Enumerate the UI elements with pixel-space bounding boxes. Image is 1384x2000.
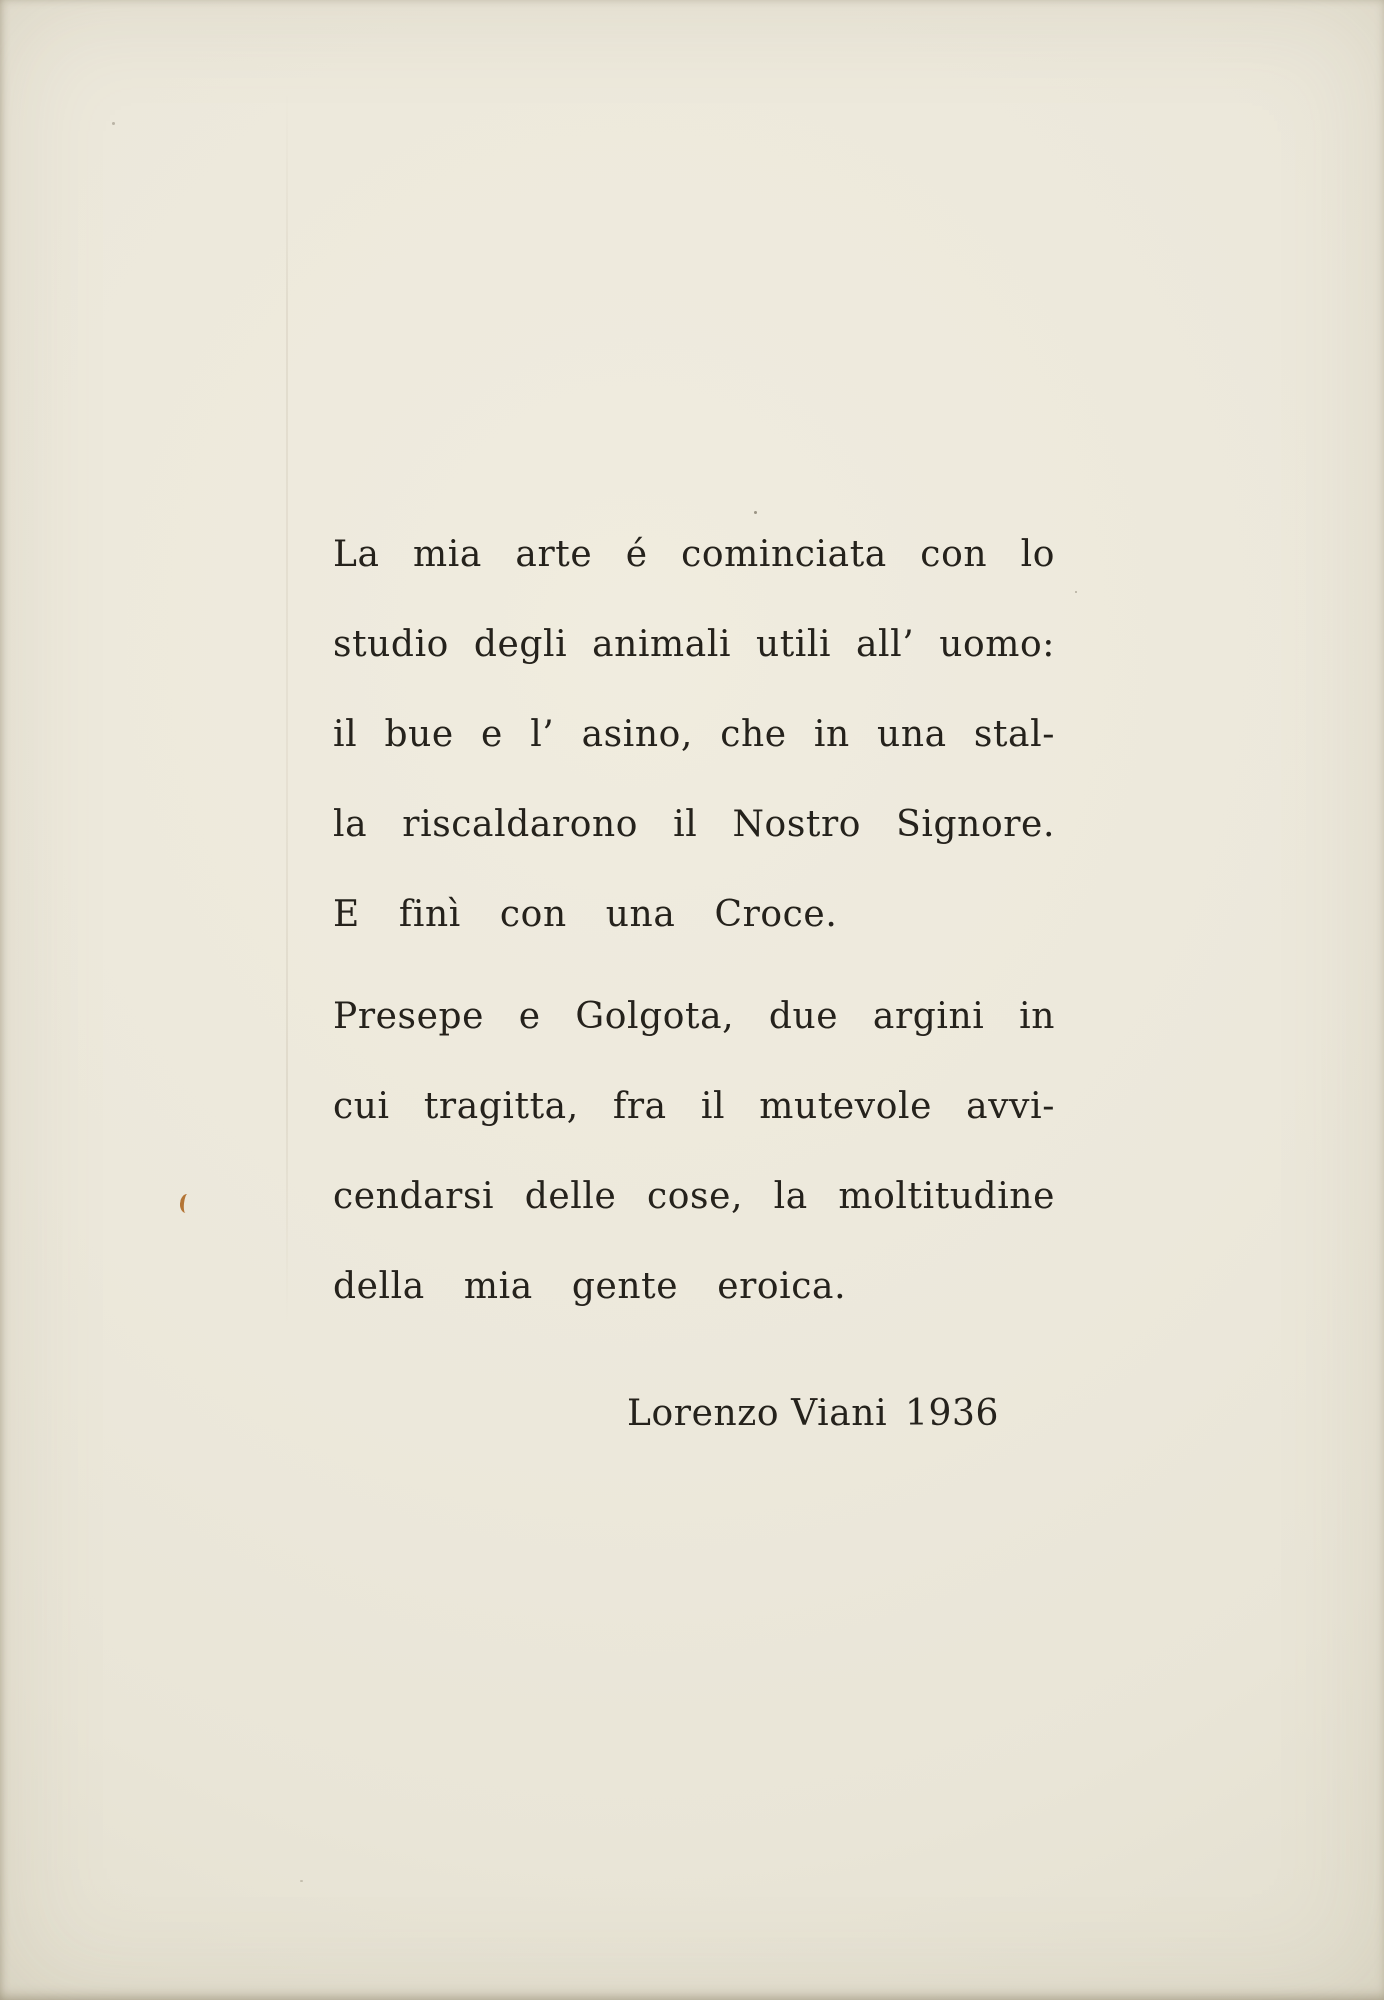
paper-speck [112, 122, 115, 125]
quote-line: della mia gente eroica. [333, 1266, 847, 1307]
signature-year: 1936 [904, 1393, 999, 1434]
paper-speck [1075, 591, 1077, 593]
paper-speck [300, 1880, 303, 1882]
quote-line: il bue e l’ asino, che in una stal- [333, 714, 1055, 755]
quote-line: E finì con una Croce. [333, 894, 838, 935]
quote-text-block [333, 510, 1055, 1332]
quote-line: La mia arte é cominciata con lo [333, 534, 1055, 575]
quote-line: cui tragitta, fra il mutevole avvi- [333, 1086, 1055, 1127]
signature-author: Lorenzo Viani [627, 1393, 888, 1434]
paper-crease [286, 90, 288, 1330]
quote-line: cendarsi delle cose, la moltitudine [333, 1176, 1055, 1217]
signature-line [627, 1382, 999, 1446]
quote-line: studio degli animali utili all’ uomo: [333, 624, 1055, 665]
quote-line: la riscaldarono il Nostro Signore. [333, 804, 1055, 845]
quote-line: Presepe e Golgota, due argini in [333, 996, 1055, 1037]
